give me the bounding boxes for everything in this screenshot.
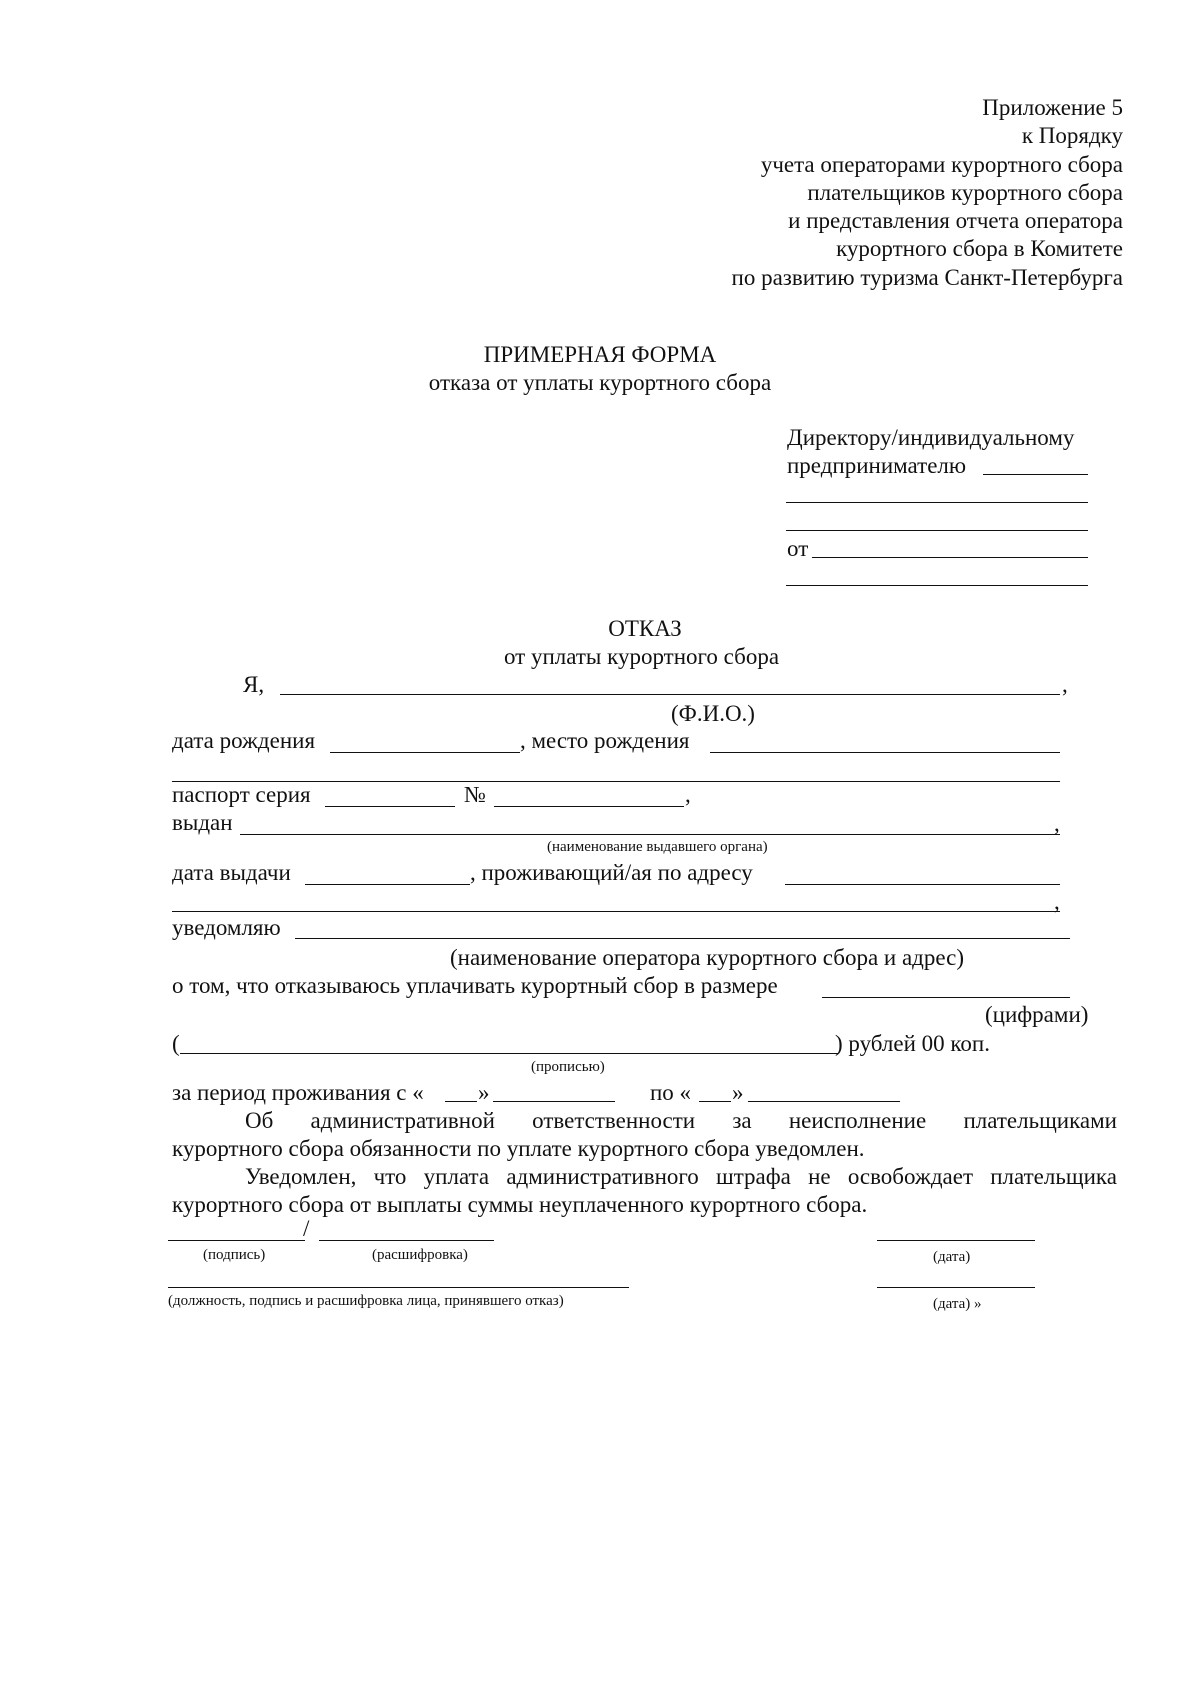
header-line-2: к Порядку: [1021, 123, 1123, 148]
refuse-text: о том, что отказываюсь уплачивать курортный сбор в размере: [172, 973, 778, 998]
p1-word: ответственности: [532, 1108, 696, 1133]
fio-field[interactable]: [280, 694, 1060, 695]
date-caption: (дата): [933, 1249, 971, 1265]
addressee-name-field-3[interactable]: [786, 530, 1088, 531]
refusal-subtitle: от уплаты курортного сбора: [503, 644, 780, 669]
date-caption-final: (дата) »: [933, 1296, 982, 1312]
passport-series-label: паспорт серия: [172, 782, 311, 807]
header-line-7: по развитию туризма Санкт-Петербурга: [731, 265, 1123, 290]
issued-label: выдан: [172, 810, 233, 835]
paragraph-1-line-1: [245, 1107, 1117, 1134]
date-field[interactable]: [877, 1240, 1035, 1241]
p1-word: Об: [245, 1108, 274, 1133]
signature-slash: /: [303, 1216, 310, 1241]
date-field-final[interactable]: [877, 1287, 1035, 1288]
header-line-6: курортного сбора в Комитете: [836, 236, 1123, 261]
residing-label: , проживающий/ая по адресу: [470, 860, 753, 885]
period-text-1: за период проживания с «: [172, 1080, 424, 1105]
signature-field[interactable]: [168, 1240, 305, 1241]
p1-word: неисполнение: [788, 1108, 927, 1133]
decoding-caption: (расшифровка): [372, 1247, 468, 1263]
header-line-3: учета операторами курортного сбора: [760, 152, 1123, 177]
issued-caption: (наименование выдавшего органа): [547, 839, 768, 855]
i-label: Я,: [243, 672, 265, 697]
header-line-5: и представления отчета оператора: [788, 208, 1123, 233]
p2-word: штрафа: [715, 1164, 791, 1189]
passport-comma: ,: [685, 782, 691, 807]
issue-date-field[interactable]: [305, 884, 470, 885]
period-text-2: »: [478, 1080, 490, 1105]
addressee-name-field-2[interactable]: [786, 502, 1088, 503]
from-field[interactable]: [812, 557, 1088, 558]
signature-caption: (подпись): [203, 1247, 266, 1263]
operator-field[interactable]: [295, 938, 1070, 939]
p2-word: административного: [506, 1164, 699, 1189]
period-from-month-field[interactable]: [493, 1101, 615, 1102]
decoding-field[interactable]: [319, 1240, 494, 1241]
open-paren: (: [172, 1031, 180, 1056]
paragraph-1-line-2: курортного сбора обязанности по уплате курортного сбора уведомлен.: [172, 1136, 865, 1161]
issued-field[interactable]: [240, 834, 1060, 835]
official-field[interactable]: [168, 1287, 629, 1288]
p1-word: за: [732, 1108, 752, 1133]
birth-place-field[interactable]: [710, 752, 1060, 753]
passport-number-label: №: [464, 782, 486, 807]
address-field-2[interactable]: [172, 911, 1060, 912]
p2-word: уплата: [423, 1164, 490, 1189]
notify-label: уведомляю: [172, 915, 281, 940]
paragraph-2-line-2: курортного сбора от выплаты суммы неуплаченного курортного сбора.: [172, 1192, 868, 1217]
address-field[interactable]: [785, 884, 1060, 885]
words-caption: (прописью): [531, 1059, 605, 1075]
fio-caption: (Ф.И.О.): [671, 701, 755, 726]
digits-caption: (цифрами): [985, 1002, 1089, 1027]
birth-date-field[interactable]: [330, 752, 520, 753]
passport-number-field[interactable]: [494, 806, 684, 807]
p2-word: не: [808, 1164, 831, 1189]
period-from-day-field[interactable]: [445, 1101, 477, 1102]
addressee-line-1: Директору/индивидуальному: [787, 425, 1075, 450]
p2-word: плательщика: [990, 1164, 1117, 1189]
from-label: от: [787, 536, 809, 561]
period-to-month-field[interactable]: [748, 1101, 900, 1102]
addressee-line-2: предпринимателю: [787, 453, 967, 478]
header-line-1: Приложение 5: [982, 95, 1123, 120]
from-field-2[interactable]: [786, 585, 1088, 586]
rubles-text: ) рублей 00 коп.: [835, 1031, 990, 1056]
fio-comma: ,: [1062, 672, 1068, 697]
amount-digits-field[interactable]: [822, 997, 1070, 998]
period-to-day-field[interactable]: [699, 1101, 731, 1102]
official-caption: (должность, подпись и расшифровка лица, принявшего отказ): [168, 1293, 564, 1309]
p1-word: административной: [310, 1108, 495, 1133]
amount-words-field[interactable]: [180, 1053, 838, 1054]
header-line-4: плательщиков курортного сбора: [807, 180, 1123, 205]
period-text-3: по «: [650, 1080, 692, 1105]
issued-comma: ,: [1054, 811, 1060, 836]
p2-word: освобождает: [847, 1164, 974, 1189]
refusal-title: ОТКАЗ: [608, 616, 682, 641]
passport-series-field[interactable]: [325, 806, 455, 807]
p2-word: что: [373, 1164, 407, 1189]
period-text-4: »: [732, 1080, 744, 1105]
form-subtitle: отказа от уплаты курортного сбора: [428, 370, 772, 395]
form-title: ПРИМЕРНАЯ ФОРМА: [483, 342, 717, 367]
birth-place-label: , место рождения: [520, 728, 690, 753]
paragraph-2-line-1: [245, 1163, 1117, 1190]
addressee-name-field[interactable]: [983, 474, 1088, 475]
issue-date-label: дата выдачи: [172, 860, 291, 885]
operator-caption: (наименование оператора курортного сбора и адрес): [450, 945, 965, 970]
address-comma: ,: [1054, 889, 1060, 914]
birth-date-label: дата рождения: [172, 728, 316, 753]
p1-word: плательщиками: [963, 1108, 1117, 1133]
p2-word: Уведомлен,: [245, 1164, 357, 1189]
